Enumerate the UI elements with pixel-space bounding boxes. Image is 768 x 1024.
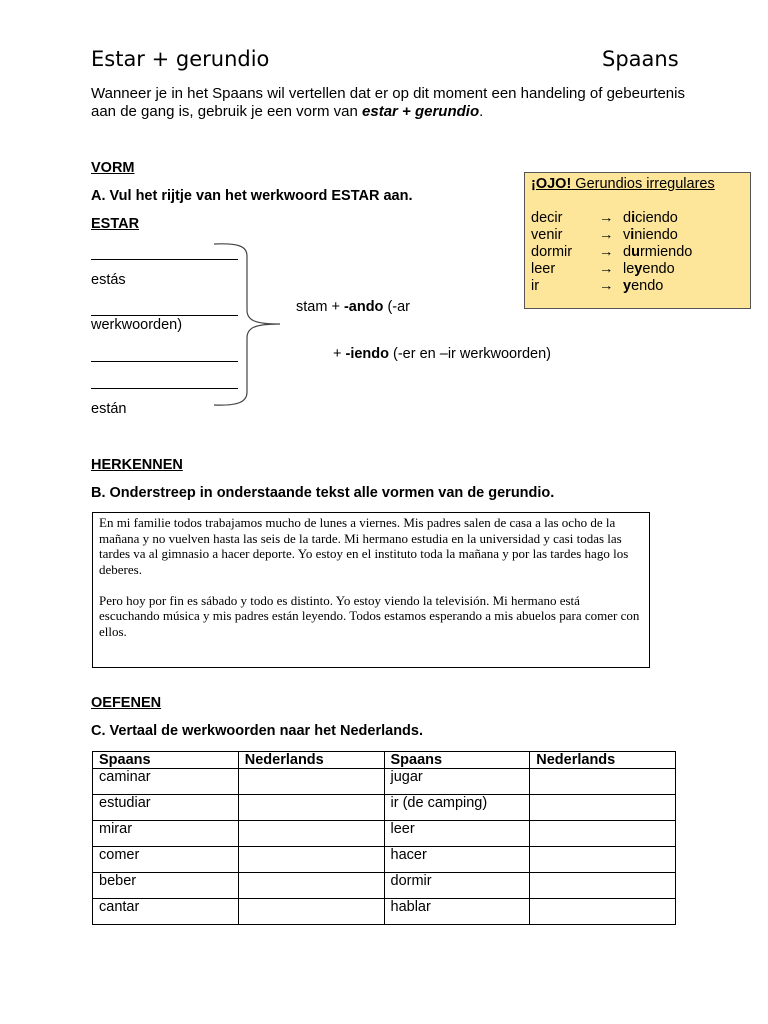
table-row — [93, 821, 676, 847]
ojo-gerund-end: ciendo — [635, 210, 678, 226]
ojo-gerund-end: endo — [631, 278, 664, 294]
ojo-gerund-irregular: i — [631, 210, 636, 226]
ojo-gerund-irregular: i — [630, 227, 635, 243]
answer-cell[interactable] — [238, 899, 384, 925]
answer-cell[interactable] — [530, 899, 676, 925]
ojo-gerund-end: rmiendo — [639, 244, 693, 260]
table-row — [93, 795, 676, 821]
spanish-verb-cell: leer — [384, 821, 530, 847]
rule-iendo — [333, 346, 551, 362]
rule-iendo-note: (-er en –ir werkwoorden) — [389, 346, 551, 362]
ojo-title-bold: ¡OJO! — [531, 176, 572, 192]
rule-iendo-suffix-bold: -iendo — [345, 346, 389, 362]
question-b: B. Onderstreep in onderstaande tekst alle vormen van de gerundio. — [91, 485, 555, 501]
arrow-right-icon: → — [599, 261, 614, 277]
answer-cell[interactable] — [238, 769, 384, 795]
spanish-verb-cell: beber — [93, 873, 239, 899]
estar-form-2: estás — [91, 272, 126, 288]
ojo-gerund-irregular: y — [623, 278, 632, 294]
arrow-right-icon: → — [599, 244, 614, 260]
col-header: Nederlands — [238, 752, 384, 769]
ojo-infinitive: dormir — [531, 244, 573, 260]
rule-ando-suffix-bold: -ando — [343, 299, 384, 315]
ojo-gerund-irregular: y — [634, 261, 643, 277]
rule-ando — [296, 299, 410, 315]
answer-cell[interactable] — [238, 821, 384, 847]
col-header: Spaans — [93, 752, 239, 769]
ojo-title-rest: Gerundios irregulares — [571, 176, 715, 192]
question-a: A. Vul het rijtje van het werkwoord ESTAR aan. — [91, 188, 413, 204]
ojo-infinitive: leer — [531, 261, 556, 277]
answer-cell[interactable] — [530, 821, 676, 847]
ojo-gerund — [623, 244, 692, 260]
ojo-gerund — [623, 261, 675, 277]
spanish-verb-cell: jugar — [384, 769, 530, 795]
ojo-gerund-start: d — [623, 210, 632, 226]
section-heading-vorm: VORM — [91, 160, 135, 176]
spanish-verb-cell: comer — [93, 847, 239, 873]
table-row — [93, 899, 676, 925]
section-heading-herkennen: HERKENNEN — [91, 457, 183, 473]
intro-main: Wanneer je in het Spaans wil vertellen dat er op dit moment een handeling of gebeurtenis aan de gang is, gebruik je een vorm van — [91, 85, 685, 120]
reading-text-box — [92, 512, 650, 668]
spanish-verb-cell: dormir — [384, 873, 530, 899]
spanish-verb-cell: estudiar — [93, 795, 239, 821]
translation-table — [92, 751, 676, 925]
estar-note-3: werkwoorden) — [91, 317, 183, 333]
page-title: Estar + gerundio — [91, 47, 270, 71]
rule-ando-prefix: stam + — [296, 299, 344, 315]
answer-cell[interactable] — [530, 847, 676, 873]
ojo-gerund-irregular: u — [631, 244, 640, 260]
rule-iendo-prefix: + — [333, 346, 346, 362]
answer-cell[interactable] — [530, 795, 676, 821]
spanish-verb-cell: ir (de camping) — [384, 795, 530, 821]
irregular-gerunds-box — [524, 172, 751, 309]
answer-cell[interactable] — [238, 847, 384, 873]
estar-heading: ESTAR — [91, 216, 140, 232]
reading-paragraph-1: En mi familie todos trabajamos mucho de lunes a viernes. Mis padres salen de casa a las ocho de la mañana y no vuelven hasta las seis de la tarde. Mi hermano estudia en la universidad y casi todas las tardes va al gimnasio a hacer deporte. Yo estoy en el instituto toda la mañana y por las tardes hago los deberes. — [99, 515, 629, 577]
ojo-gerund-start: d — [623, 244, 632, 260]
ojo-title — [531, 176, 715, 192]
estar-form-6: están — [91, 401, 127, 417]
spanish-verb-cell: hacer — [384, 847, 530, 873]
spanish-verb-cell: cantar — [93, 899, 239, 925]
ojo-infinitive: venir — [531, 227, 563, 243]
section-heading-oefenen: OEFENEN — [91, 695, 162, 711]
question-c: C. Vertaal de werkwoorden naar het Nederlands. — [91, 723, 423, 739]
rule-ando-note: (-ar — [383, 299, 411, 315]
spanish-verb-cell: hablar — [384, 899, 530, 925]
spanish-verb-cell: caminar — [93, 769, 239, 795]
ojo-gerund — [623, 210, 678, 226]
answer-cell[interactable] — [530, 873, 676, 899]
intro-end: . — [479, 103, 484, 120]
curly-brace — [208, 240, 298, 412]
table-row — [93, 847, 676, 873]
arrow-right-icon: → — [599, 210, 614, 226]
col-header: Spaans — [384, 752, 530, 769]
reading-paragraph-2: Pero hoy por fin es sábado y todo es distinto. Yo estoy viendo la televisión. Mi hermano está escuchando música y mis padres están leyendo. Todos estamos esperando a mis abuelos para comer con ellos. — [99, 592, 640, 639]
answer-cell[interactable] — [238, 873, 384, 899]
spanish-verb-cell: mirar — [93, 821, 239, 847]
arrow-right-icon: → — [599, 278, 614, 294]
table-header-row — [93, 752, 676, 769]
ojo-gerund-start: v — [623, 227, 631, 243]
ojo-gerund-end: niendo — [634, 227, 678, 243]
intro-text — [91, 85, 691, 121]
ojo-gerund-end: endo — [642, 261, 675, 277]
ojo-gerund-start: le — [623, 261, 635, 277]
intro-emphasis: estar + gerundio — [362, 103, 480, 120]
ojo-infinitive: decir — [531, 210, 563, 226]
arrow-right-icon: → — [599, 227, 614, 243]
answer-cell[interactable] — [238, 795, 384, 821]
subject-label: Spaans — [602, 47, 679, 71]
col-header: Nederlands — [530, 752, 676, 769]
ojo-infinitive: ir — [531, 278, 540, 294]
ojo-gerund — [623, 227, 678, 243]
ojo-gerund — [623, 278, 663, 294]
answer-cell[interactable] — [530, 769, 676, 795]
table-row — [93, 769, 676, 795]
table-row — [93, 873, 676, 899]
